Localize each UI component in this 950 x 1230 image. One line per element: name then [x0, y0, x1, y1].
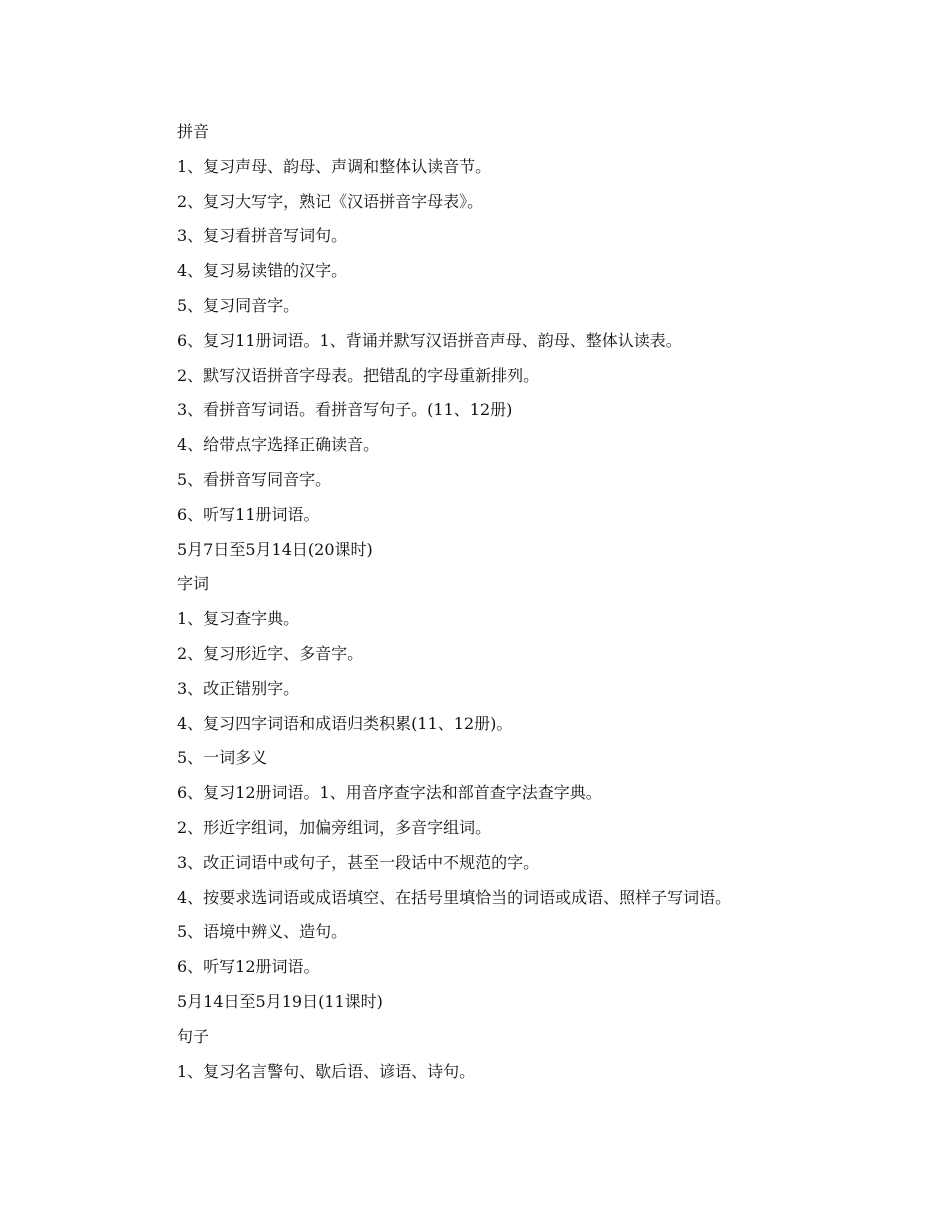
schedule-date-line: 5月14日至5月19日(11课时): [177, 991, 383, 1011]
text-line: 6、听写11册词语。: [177, 504, 320, 524]
text-line: 4、给带点字选择正确读音。: [177, 435, 380, 455]
text-line: 3、复习看拼音写词句。: [177, 226, 348, 246]
text-line: 2、复习大写字，熟记《汉语拼音字母表》。: [177, 191, 484, 211]
text-line: 5、复习同音字。: [177, 295, 300, 315]
text-line: 6、复习12册词语。1、用音序查字法和部首查字法查字典。: [177, 783, 602, 803]
text-line: 1、复习名言警句、歇后语、谚语、诗句。: [177, 1061, 476, 1081]
text-line: 4、复习四字词语和成语归类积累(11、12册)。: [177, 713, 513, 733]
section-heading-pinyin: 拼音: [177, 122, 210, 141]
text-line: 5、看拼音写同音字。: [177, 469, 332, 489]
text-line: 2、默写汉语拼音字母表。把错乱的字母重新排列。: [177, 365, 540, 385]
section-heading-words: 字词: [177, 574, 210, 594]
document-body: [177, 115, 917, 1089]
text-line: 3、改正错别字。: [177, 678, 300, 698]
text-line: 2、复习形近字、多音字。: [177, 643, 364, 663]
text-line: 5、一词多义: [177, 748, 268, 768]
text-line: 3、看拼音写词语。看拼音写句子。(11、12册): [177, 400, 513, 420]
schedule-date-line: 5月7日至5月14日(20课时): [177, 539, 373, 559]
section-heading-sentences: 句子: [177, 1026, 210, 1046]
text-line: 5、语境中辨义、造句。: [177, 922, 348, 942]
text-line: 6、复习11册词语。1、背诵并默写汉语拼音声母、韵母、整体认读表。: [177, 330, 682, 350]
text-line: 1、复习声母、韵母、声调和整体认读音节。: [177, 156, 492, 176]
text-line: 6、听写12册词语。: [177, 957, 320, 977]
text-line: 3、改正词语中或句子，甚至一段话中不规范的字。: [177, 852, 540, 872]
text-line: 2、形近字组词，加偏旁组词，多音字组词。: [177, 817, 492, 837]
text-line: 4、按要求选词语或成语填空、在括号里填恰当的词语或成语、照样子写词语。: [177, 887, 732, 907]
text-line: 1、复习查字典。: [177, 609, 300, 629]
text-line: 4、复习易读错的汉字。: [177, 261, 348, 281]
